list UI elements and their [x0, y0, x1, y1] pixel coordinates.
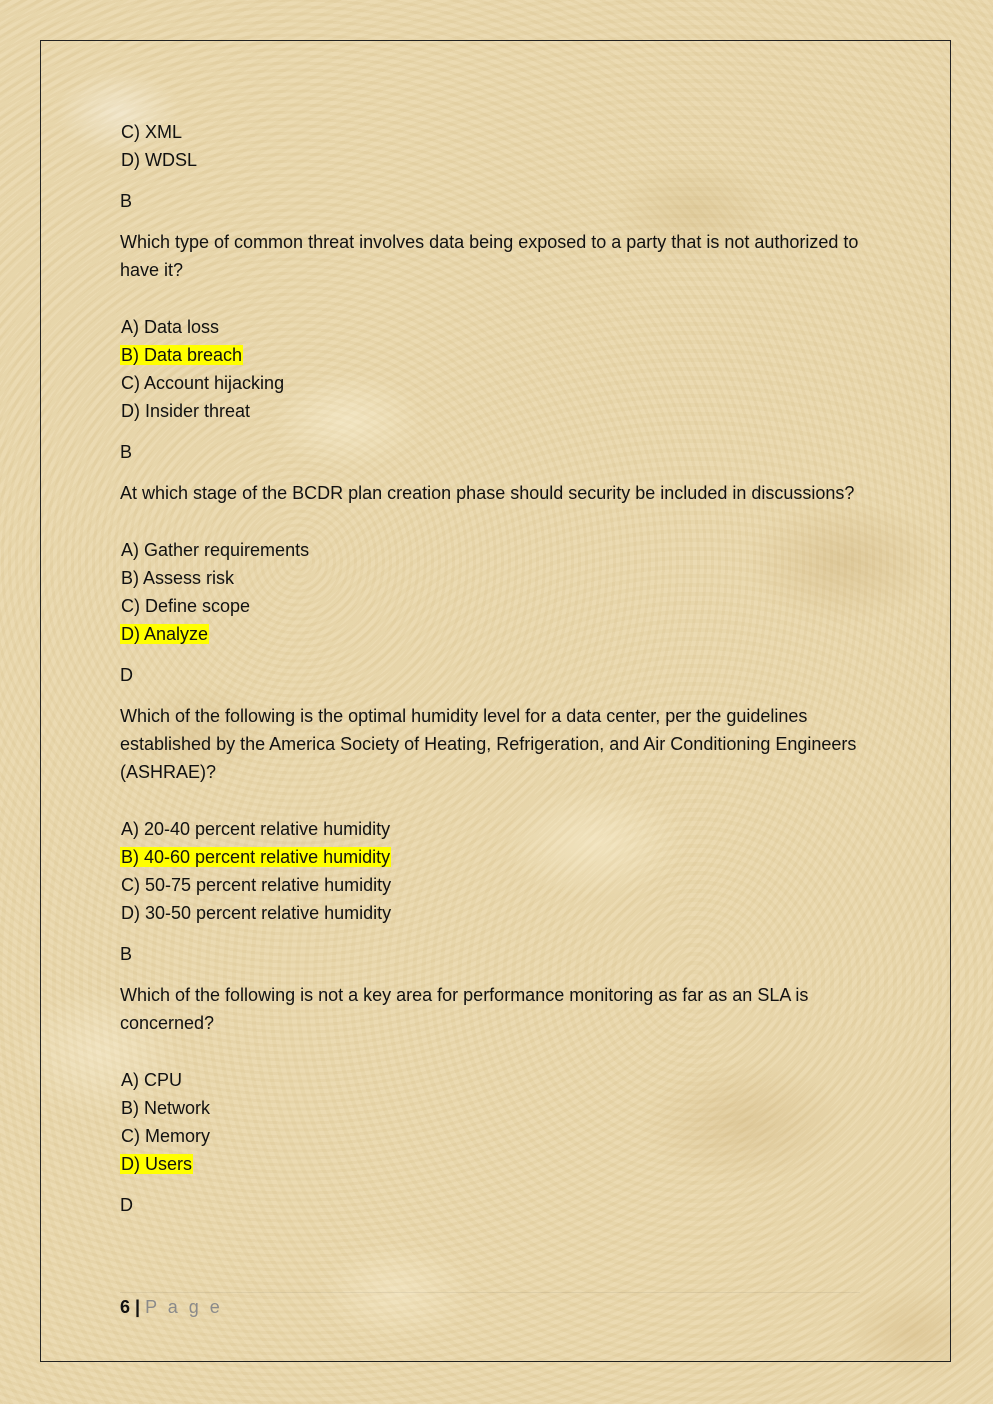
footer-divider — [120, 1292, 860, 1293]
question-block — [120, 981, 880, 1219]
option-b: B) Network — [121, 1098, 211, 1118]
page-number: 6 — [120, 1297, 131, 1317]
option-c: C) Memory — [121, 1126, 210, 1146]
option-d-correct: D) Users — [121, 1154, 192, 1174]
question-block — [120, 228, 880, 466]
answer-key: B — [120, 191, 133, 211]
option-a: A) Gather requirements — [121, 540, 310, 560]
option-d-correct: D) Analyze — [121, 624, 209, 644]
option-a: A) 20-40 percent relative humidity — [121, 819, 391, 839]
answer-key: D — [120, 665, 133, 685]
option-b-correct: B) 40-60 percent relative humidity — [121, 847, 391, 867]
option-c: C) XML — [121, 122, 183, 142]
answer-key: B — [120, 944, 133, 964]
option-c: C) 50-75 percent relative humidity — [121, 875, 392, 895]
answer-key: B — [120, 442, 133, 462]
option-c: C) Define scope — [121, 596, 251, 616]
question-block — [120, 702, 880, 968]
question-text: Which of the following is the optimal humidity level for a data center, per the guidelines established by the America Society of Heating, Refrigeration, and Air Conditioning Engineers (ASHRAE)? — [120, 706, 857, 782]
question-text: Which type of common threat involves data being exposed to a party that is not authorized to have it? — [120, 232, 859, 280]
document-body — [120, 118, 880, 1232]
top-options — [120, 118, 880, 174]
option-a: A) Data loss — [121, 317, 220, 337]
option-d: D) WDSL — [121, 150, 197, 170]
option-a: A) CPU — [121, 1070, 183, 1090]
option-b: B) Assess risk — [121, 568, 235, 588]
question-block — [120, 479, 880, 689]
question-text: Which of the following is not a key area for performance monitoring as far as an SLA is concerned? — [120, 985, 809, 1033]
option-d: D) 30-50 percent relative humidity — [121, 903, 392, 923]
footer-separator: | — [135, 1297, 141, 1317]
option-b-correct: B) Data breach — [121, 345, 243, 365]
page-footer — [120, 1294, 223, 1320]
question-text: At which stage of the BCDR plan creation phase should security be included in discussions? — [120, 483, 855, 503]
option-c: C) Account hijacking — [121, 373, 285, 393]
page-label: P a g e — [145, 1297, 223, 1317]
option-d: D) Insider threat — [121, 401, 251, 421]
answer-key: D — [120, 1195, 133, 1215]
